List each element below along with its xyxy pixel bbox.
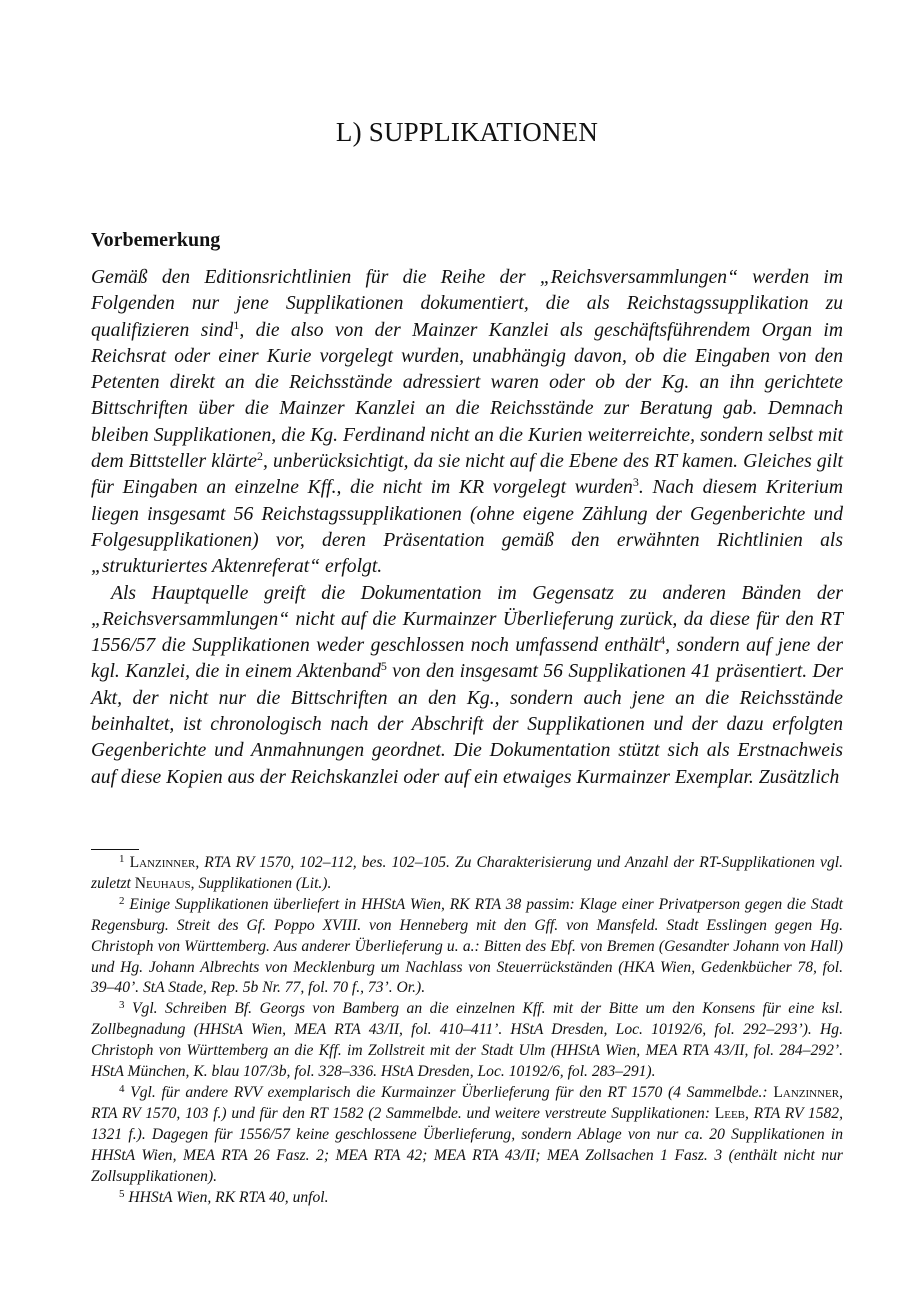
footnote-ref-5[interactable]: 5 bbox=[380, 659, 387, 674]
footnote-5: $^5$ HHStA Wien, RK RTA 40, unfol. bbox=[119, 1187, 329, 1206]
paragraph-1: Gemäß den Editionsrichtlinien für die Reihe der „Reichsversammlungen“ werden im Folgenden nur jene Supplikationen dokumentiert, die als Reichstagssupplikation zu qualifizieren sind$^1$, die also von der Mainzer Kanzlei als geschäftsführendem Organ im Reichsrat oder einer Kurie vorgelegt wurden, unabhängig davon, ob die Eingaben von den Petenten direkt an die Reichsstände adressiert waren oder ob der Kg. an ihn gerichtete Bittschriften über die Mainzer Kanzlei an die Reichsstände zur Beratung gab. Demnach bleiben Supplikationen, die Kg. Ferdinand nicht an die Kurien weiterreichte, sondern selbst mit dem Bittsteller klärte$^2$, unberücksichtigt, da sie nicht auf die Ebene des RT kamen. Gleiches gilt für Eingaben an einzelne Kff., die nicht im KR vorgelegt wurden$^3$. Nach diesem Kriterium liegen insgesamt 56 Reichstagssupplikationen (ohne eigene Zählung der Gegenberichte und Folgesupplikationen) vor, deren Präsentation gemäß den erwähnten Richtlinien als „strukturiertes Aktenreferat“ erfolgt. bbox=[91, 267, 844, 578]
footnote-3: $^3$ Vgl. Schreiben Bf. Georgs von Bamberg an die einzelnen Kff. mit der Bitte um den Konsens für eine ksl. Zollbegnadung (HHStA Wien, MEA RTA 43/II, fol. 410–411’. HStA Dresden, Loc. 10192/6, fol. 292–293’). Hg. Christoph von Württemberg an die Kff. im Zollstreit mit der Stadt Ulm (HHStA Wien, MEA RTA 43/II, fol. 284–292’. HStA München, K. blau 107/3b, fol. 328–336. HStA Dresden, Loc. 10192/6, fol. 283–291). bbox=[91, 999, 843, 1081]
body-text bbox=[91, 265, 843, 791]
footnote-4: $^4$ Vgl. für andere RVV exemplarisch die Kurmainzer Überlieferung für den RT 1570 (4 Sammelbde.: Lanzinner, RTA RV 1570, 103 f.) und für den RT 1582 (2 Sammelbde. und weitere verstreute Supplikationen: Leeb, RTA RV 1582, 1321 f.). Dagegen für 1556/57 keine geschlossene Überlieferung, sondern Ablage von nur ca. 20 Supplikationen in HHStA Wien, MEA RTA 26 Fasz. 2; MEA RTA 42; MEA RTA 43/II; MEA Zollsachen 1 Fasz. 3 (enthält nicht nur Zollsupplikationen). bbox=[91, 1082, 844, 1185]
footnotes bbox=[91, 853, 843, 1208]
footnote-ref-4[interactable]: 4 bbox=[659, 633, 666, 648]
footnote-ref-2[interactable]: 2 bbox=[256, 449, 263, 464]
footnote-divider bbox=[91, 849, 139, 850]
section-heading: Vorbemerkung bbox=[91, 229, 221, 251]
footnote-1: $^1$ Lanzinner, RTA RV 1570, 102–112, bes. 102–105. Zu Charakterisierung und Anzahl der RT-Supplikationen vgl. zuletzt Neuhaus, Supplikationen (Lit.). bbox=[91, 853, 843, 892]
chapter-title: L) SUPPLIKATIONEN bbox=[335, 117, 599, 147]
footnote-2: $^2$ Einige Supplikationen überliefert in HHStA Wien, RK RTA 38 passim: Klage einer Privatperson gegen die Stadt Regensburg. Streit des Gf. Poppo XVIII. von Henneberg mit den Gff. von Mansfeld. Stadt Esslingen gegen Hg. Christoph von Württemberg. Aus anderer Überlieferung u. a.: Bitten des Ebf. von Bremen (Gesandter Johann von Hall) und Hg. Johann Albrechts von Mecklenburg um Nachlass von Steuerrückständen (HKA Wien, Gedenkbücher 78, fol. 39–40’. StA Stade, Rep. 5b Nr. 77, fol. 70 f., 73’. Or.). bbox=[91, 894, 843, 997]
footnote-ref-3[interactable]: 3 bbox=[632, 475, 639, 490]
footnote-ref-1[interactable]: 1 bbox=[233, 317, 240, 332]
paragraph-2: Als Hauptquelle greift die Dokumentation im Gegensatz zu anderen Bänden der „Reichsversammlungen“ nicht auf die Kurmainzer Überlieferung zurück, da diese für den RT 1556/57 die Supplikationen weder geschlossen noch umfassend enthält$^4$, sondern auf jene der kgl. Kanzlei, die in einem Aktenband$^5$ von den insgesamt 56 Supplikationen 41 präsentiert. Der Akt, der nicht nur die Bittschriften an den Kg., sondern auch jene an die Reichsstände beinhaltet, ist chronologisch nach der Abschrift der Supplikationen und der dazu erfolgten Gegenberichte und Anmahnungen geordnet. Die Dokumentation stützt sich als Erstnachweis auf diese Kopien aus der Reichskanzlei oder auf ein etwaiges Kurmainzer Exemplar. Zusätzlich bbox=[91, 582, 843, 788]
